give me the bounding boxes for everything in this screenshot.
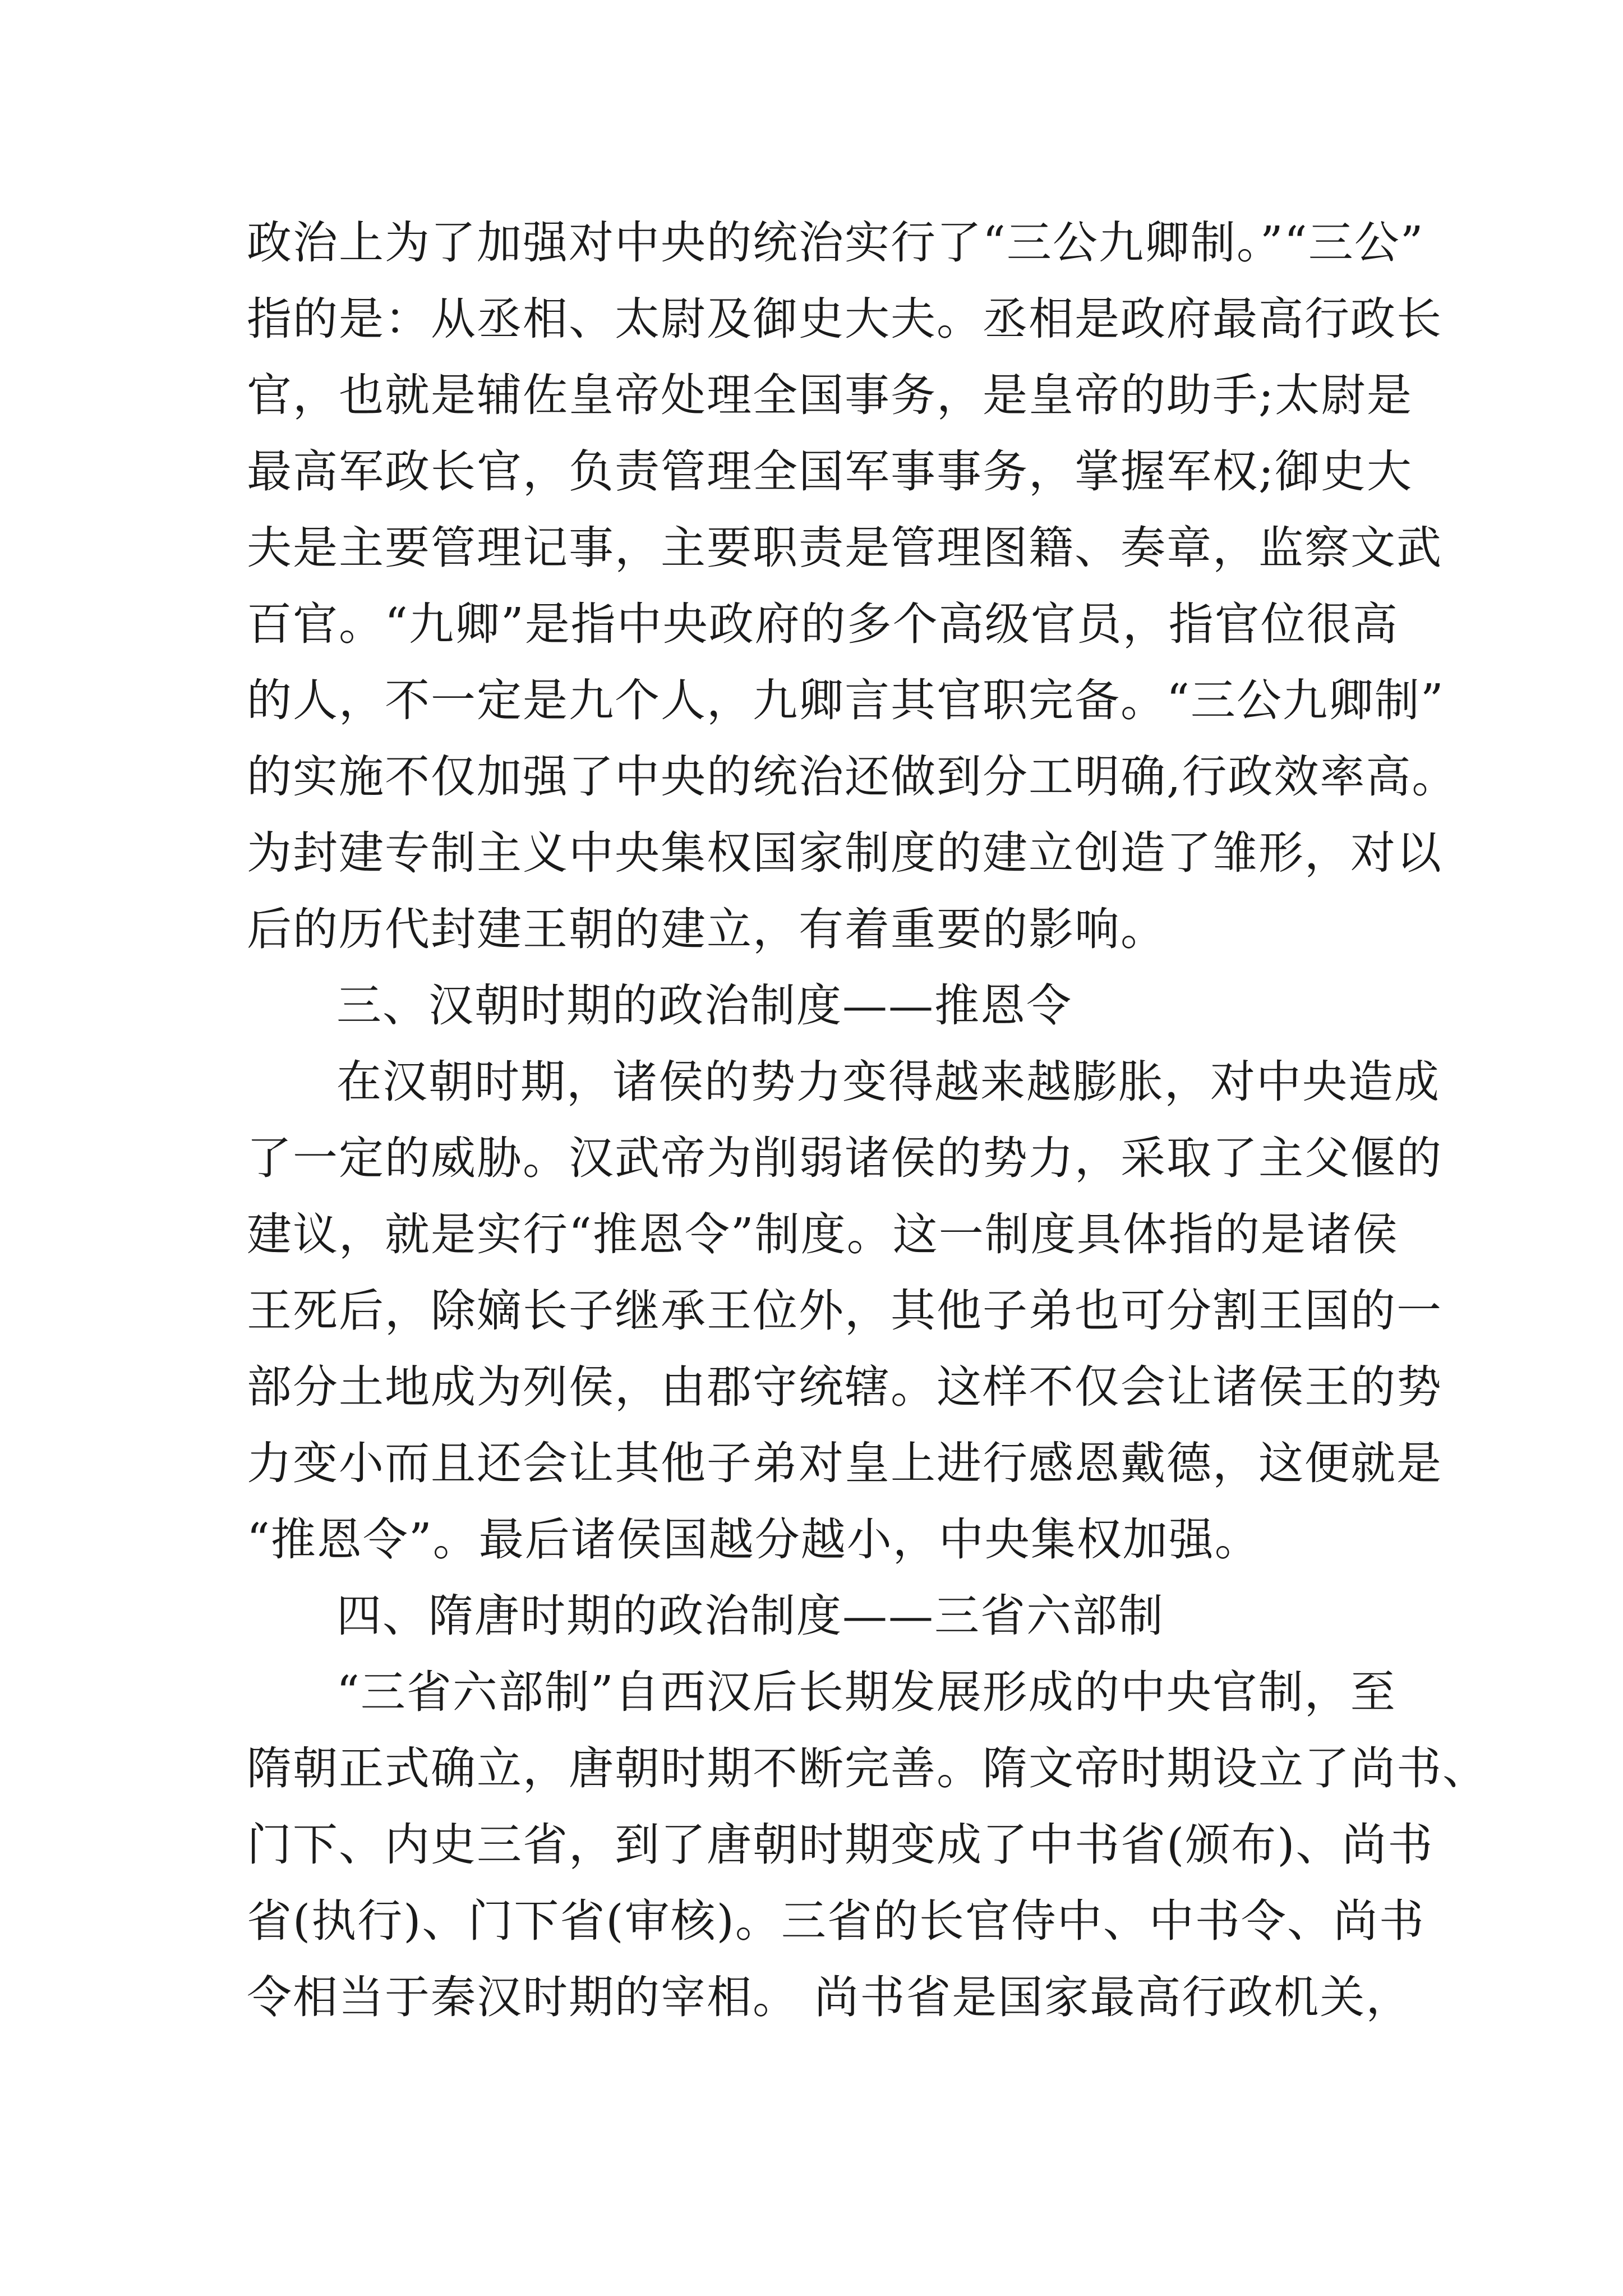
text-line: 王死后，除嫡长子继承王位外，其他子弟也可分割王国的一 [247,1285,1442,1337]
text-line: “三省六部制”自西汉后长期发展形成的中央官制，至 [336,1666,1396,1718]
document-body [247,205,1488,2036]
section-heading: 四、隋唐时期的政治制度——三省六部制 [336,1590,1164,1642]
text-line: 的实施不仅加强了中央的统治还做到分工明确,行政效率高。 [247,751,1458,803]
text-line: 门下、内史三省，到了唐朝时期变成了中书省(颁布)、尚书 [247,1819,1434,1871]
text-line: 政治上为了加强对中央的统治实行了“三公九卿制。”“三公” [247,217,1424,269]
section-heading: 三、汉朝时期的政治制度——推恩令 [336,979,1072,1032]
text-line: 的人，不一定是九个人，九卿言其官职完备。“三公九卿制” [247,674,1445,726]
text-line: “推恩令”。最后诸侯国越分越小，中央集权加强。 [247,1513,1261,1566]
text-line: 省(执行)、门下省(审核)。三省的长官侍中、中书令、尚书 [247,1895,1425,1947]
text-line: 建议，就是实行“推恩令”制度。这一制度具体指的是诸侯 [247,1208,1399,1260]
text-line: 为封建专制主义中央集权国家制度的建立创造了雏形，对以 [247,827,1442,879]
text-line: 部分土地成为列侯，由郡守统辖。这样不仅会让诸侯王的势 [247,1361,1442,1413]
text-line: 百官。“九卿”是指中央政府的多个高级官员，指官位很高 [247,598,1399,650]
text-line: 指的是：从丞相、太尉及御史大夫。丞相是政府最高行政长 [247,293,1442,345]
text-line: 隋朝正式确立，唐朝时期不断完善。隋文帝时期设立了尚书、 [247,1742,1488,1795]
text-line: 了一定的威胁。汉武帝为削弱诸侯的势力，采取了主父偃的 [247,1132,1442,1184]
text-line: 夫是主要管理记事，主要职责是管理图籍、奏章，监察文武 [247,522,1442,574]
text-line: 令相当于秦汉时期的宰相。 尚书省是国家最高行政机关， [247,1971,1412,2023]
text-line: 最高军政长官，负责管理全国军事事务，掌握军权;御史大 [247,445,1413,498]
text-line: 力变小而且还会让其他子弟对皇上进行感恩戴德，这便就是 [247,1437,1442,1489]
text-line: 官，也就是辅佐皇帝处理全国事务，是皇帝的助手;太尉是 [247,369,1413,421]
text-line: 在汉朝时期，诸侯的势力变得越来越膨胀，对中央造成 [336,1056,1440,1108]
text-line: 后的历代封建王朝的建立，有着重要的影响。 [247,903,1166,955]
